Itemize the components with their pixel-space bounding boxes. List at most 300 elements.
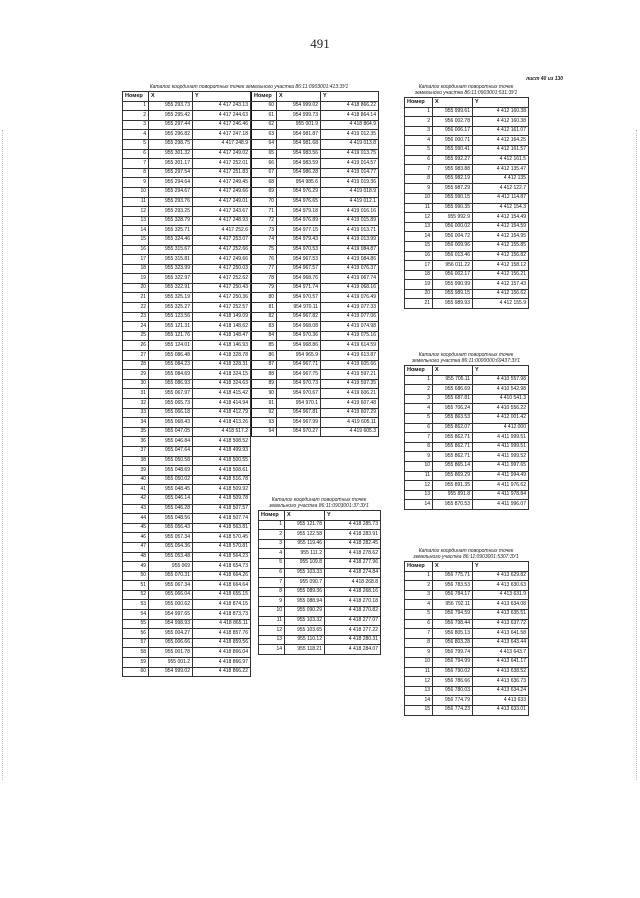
cell-x: 954 967.71 [277, 360, 321, 370]
table-row [123, 197, 251, 207]
table-row [252, 283, 379, 293]
cell-x: 954 986.28 [277, 168, 321, 178]
cell-x: 956 006.17 [433, 126, 473, 136]
cell-y: 4 413 637.72 [473, 619, 529, 629]
cell-x: 955 992.9 [433, 213, 473, 223]
cell-number: 2 [405, 385, 433, 395]
cell-y: 4 412 135 [473, 174, 529, 184]
cell-x: 955 983.88 [433, 165, 473, 175]
table-row [123, 562, 251, 572]
cell-x: 955 891.8 [433, 490, 473, 500]
cell-y: 4 418 654.73 [193, 562, 251, 572]
table-row [252, 331, 379, 341]
cell-number: 8 [405, 442, 433, 452]
table-row [123, 446, 251, 456]
cell-y: 4 418 274.84 [325, 568, 381, 578]
cell-number: 40 [123, 475, 149, 485]
cell-number: 22 [123, 303, 149, 313]
coordinate-catalog-37 [258, 497, 381, 655]
table-caption: земельного участка 86:11:0903001:5307:ЗУ1 [413, 554, 519, 560]
cell-x: 955 328.79 [149, 216, 193, 226]
cell-y: 4 413 643.7 [473, 648, 529, 658]
cell-y: 4 418 413.26 [193, 418, 251, 428]
cell-number: 17 [123, 255, 149, 265]
cell-y: 4 418 278.62 [325, 549, 381, 559]
table-row [123, 418, 251, 428]
cell-number: 35 [123, 427, 149, 437]
cell-y: 4 412 156.21 [473, 270, 529, 280]
cell-x: 954 970.53 [277, 245, 321, 255]
cell-y: 4 418 270.82 [325, 606, 381, 616]
cell-y: 4 419 084.87 [321, 245, 379, 255]
cell-x: 954 997.65 [149, 610, 193, 620]
column-header-x: X [277, 92, 321, 102]
cell-y: 4 411 978.84 [473, 490, 529, 500]
cell-x: 956 794.99 [433, 657, 473, 667]
cell-x: 954 999.02 [149, 667, 193, 677]
cell-x: 955 989.93 [433, 299, 473, 309]
table-row [405, 261, 529, 271]
cell-number: 1 [123, 101, 149, 111]
table-caption: земельного участка 86:11:0000000:69437:ЗУ1 [411, 358, 521, 364]
column-header-number: Номер [123, 92, 149, 102]
column-header-y: Y [325, 511, 381, 521]
table-row [123, 552, 251, 562]
cell-number: 67 [252, 168, 277, 178]
cell-y: 4 419 605.3 [321, 427, 379, 437]
table-row [123, 255, 251, 265]
table-row [123, 542, 251, 552]
table-row [259, 558, 381, 568]
table-row [123, 494, 251, 504]
cell-number: 17 [405, 261, 433, 271]
table-row [123, 533, 251, 543]
cell-number: 19 [123, 274, 149, 284]
cell-x: 955 067.97 [149, 389, 193, 399]
cell-y: 4 419 067.74 [321, 274, 379, 284]
cell-x: 955 315.81 [149, 255, 193, 265]
cell-number: 49 [123, 562, 149, 572]
cell-y: 4 418 570.45 [193, 533, 251, 543]
table-row [405, 404, 529, 414]
cell-y: 4 410 556.22 [473, 404, 529, 414]
cell-y: 4 417 251.83 [193, 168, 251, 178]
cell-number: 80 [252, 293, 277, 303]
table-row [252, 389, 379, 399]
cell-number: 47 [123, 542, 149, 552]
cell-y: 4 418 874.15 [193, 600, 251, 610]
cell-x: 956 798.44 [433, 619, 473, 629]
cell-number: 3 [405, 126, 433, 136]
cell-y: 4 419 607.29 [321, 408, 379, 418]
coordinate-table-right [251, 91, 379, 437]
cell-number: 44 [123, 514, 149, 524]
table-row [405, 609, 529, 619]
cell-number: 39 [123, 466, 149, 476]
column-header-y: Y [473, 98, 529, 108]
cell-y: 4 413 641.17 [473, 657, 529, 667]
cell-x: 954 985.6 [277, 178, 321, 188]
table-row [405, 174, 529, 184]
table-row [405, 423, 529, 433]
cell-number: 1 [405, 571, 433, 581]
table-row [252, 101, 379, 111]
table-header-row [259, 511, 381, 521]
cell-y: 4 418 508.61 [193, 466, 251, 476]
cell-number: 53 [123, 600, 149, 610]
cell-x: 955 862.71 [433, 442, 473, 452]
cell-number: 68 [252, 178, 277, 188]
cell-number: 52 [123, 590, 149, 600]
cell-number: 21 [123, 293, 149, 303]
cell-number: 81 [252, 303, 277, 313]
table-row [405, 145, 529, 155]
cell-x: 955 119.46 [285, 539, 325, 549]
table-row [252, 197, 379, 207]
cell-x: 955 089.36 [285, 587, 325, 597]
cell-x: 955 295.42 [149, 111, 193, 121]
cell-x: 954 977.15 [277, 226, 321, 236]
cell-y: 4 418 324.63 [193, 379, 251, 389]
table-row [123, 658, 251, 668]
cell-y: 4 418 508.52 [193, 437, 251, 447]
cell-x: 956 780.03 [433, 686, 473, 696]
cell-x: 956 002.78 [433, 117, 473, 127]
table-row [405, 251, 529, 261]
cell-number: 25 [123, 331, 149, 341]
table-row [123, 437, 251, 447]
cell-number: 3 [405, 590, 433, 600]
cell-y: 4 418 517.2 [193, 427, 251, 437]
table-row [123, 101, 251, 111]
sheet-label: лист 40 из 130 [526, 76, 564, 82]
cell-x: 955 324.46 [149, 235, 193, 245]
cell-y: 4 410 557.98 [473, 375, 529, 385]
cell-number: 61 [252, 111, 277, 121]
cell-x: 956 002.17 [433, 270, 473, 280]
cell-y: 4 418 283.91 [325, 530, 381, 540]
table-row [123, 207, 251, 217]
column-header-y: Y [193, 92, 251, 102]
cell-x: 955 990.15 [433, 193, 473, 203]
table-row [259, 606, 381, 616]
cell-y: 4 411 999.51 [473, 442, 529, 452]
table-row [123, 619, 251, 629]
cell-x: 955 322.97 [149, 274, 193, 284]
column-header-x: X [149, 92, 193, 102]
cell-y: 4 419 613.87 [321, 351, 379, 361]
cell-y: 4 418 664.64 [193, 581, 251, 591]
cell-number: 56 [123, 629, 149, 639]
cell-number: 72 [252, 216, 277, 226]
cell-x: 955 121.78 [285, 520, 325, 530]
cell-x: 956 004.72 [433, 232, 473, 242]
table-row [252, 149, 379, 159]
cell-x: 955 990.35 [433, 203, 473, 213]
cell-x: 955 067.34 [149, 581, 193, 591]
cell-y: 4 418 285.73 [325, 520, 381, 530]
cell-y: 4 412 114.87 [473, 193, 529, 203]
cell-number: 13 [405, 222, 433, 232]
cell-x: 955 069 [149, 562, 193, 572]
table-row [405, 155, 529, 165]
cell-number: 13 [405, 686, 433, 696]
cell-number: 66 [252, 159, 277, 169]
cell-number: 70 [252, 197, 277, 207]
cell-y: 4 412 122.7 [473, 184, 529, 194]
cell-x: 955 046.28 [149, 504, 193, 514]
cell-number: 45 [123, 523, 149, 533]
cell-y: 4 418 149.09 [193, 312, 251, 322]
cell-x: 954 967.99 [277, 418, 321, 428]
cell-y: 4 418 509.78 [193, 494, 251, 504]
cell-x: 955 066.04 [149, 590, 193, 600]
cell-number: 26 [123, 341, 149, 351]
column-header-x: X [433, 562, 473, 572]
cell-x: 955 084.69 [149, 370, 193, 380]
table-row [123, 322, 251, 332]
cell-x: 954 968.08 [277, 322, 321, 332]
cell-y: 4 412 001.42 [473, 413, 529, 423]
cell-number: 23 [123, 312, 149, 322]
table-row [259, 539, 381, 549]
table-row [252, 168, 379, 178]
table-row [123, 399, 251, 409]
table-row [259, 635, 381, 645]
cell-y: 4 418 270.18 [325, 597, 381, 607]
cell-x: 955 048.56 [149, 514, 193, 524]
table-header-row [405, 562, 529, 572]
cell-x: 955 992.27 [433, 155, 473, 165]
cell-y: 4 412 161.07 [473, 126, 529, 136]
cell-number: 12 [405, 481, 433, 491]
cell-y: 4 419 014.77 [321, 168, 379, 178]
table-row [123, 303, 251, 313]
cell-x: 955 870.53 [433, 500, 473, 510]
cell-x: 954 970.57 [277, 293, 321, 303]
cell-number: 13 [405, 490, 433, 500]
cell-y: 4 418 148.47 [193, 331, 251, 341]
table-row [259, 520, 381, 530]
table-row [123, 466, 251, 476]
cell-y: 4 418 866.22 [321, 101, 379, 111]
cell-number: 29 [123, 370, 149, 380]
table-row [123, 504, 251, 514]
cell-number: 57 [123, 638, 149, 648]
cell-y: 4 412 161.5 [473, 155, 529, 165]
cell-y: 4 411 996.07 [473, 500, 529, 510]
cell-x: 955 084.23 [149, 360, 193, 370]
cell-x: 954 967.75 [277, 370, 321, 380]
cell-y: 4 410 542.98 [473, 385, 529, 395]
cell-number: 12 [123, 207, 149, 217]
cell-x: 955 325.19 [149, 293, 193, 303]
cell-x: 954 998.93 [149, 619, 193, 629]
cell-number: 11 [405, 203, 433, 213]
table-row [405, 433, 529, 443]
coordinate-catalog-69437 [404, 352, 529, 510]
table-row [259, 597, 381, 607]
cell-y: 4 418 500.55 [193, 456, 251, 466]
cell-y: 4 418 412.79 [193, 408, 251, 418]
cell-x: 955 294.64 [149, 178, 193, 188]
cell-y: 4 412 155.9 [473, 299, 529, 309]
cell-number: 14 [405, 500, 433, 510]
cell-y: 4 411 976.62 [473, 481, 529, 491]
page-number: 491 [310, 36, 330, 51]
cell-y: 4 413 641.58 [473, 629, 529, 639]
table-row [252, 360, 379, 370]
cell-number: 2 [405, 117, 433, 127]
table-row [123, 235, 251, 245]
cell-x: 955 110.12 [285, 635, 325, 645]
cell-y: 4 419 018.9 [321, 187, 379, 197]
table-row [405, 289, 529, 299]
table-row [252, 399, 379, 409]
cell-x: 954 979.18 [277, 207, 321, 217]
cell-y: 4 417 249.66 [193, 255, 251, 265]
cell-y: 4 418 664.26 [193, 571, 251, 581]
cell-y: 4 411 997.65 [473, 461, 529, 471]
table-row [123, 245, 251, 255]
cell-number: 60 [123, 667, 149, 677]
cell-number: 10 [123, 187, 149, 197]
cell-y: 4 412 154.3 [473, 203, 529, 213]
cell-x: 954 967.81 [277, 408, 321, 418]
cell-x: 954 970.11 [277, 303, 321, 313]
table-row [252, 293, 379, 303]
cell-x: 955 293.73 [149, 101, 193, 111]
cell-x: 955 111.2 [285, 549, 325, 559]
table-row [405, 117, 529, 127]
cell-x: 955 006.66 [149, 638, 193, 648]
cell-y: 4 419 076.49 [321, 293, 379, 303]
cell-x: 955 103.33 [285, 568, 325, 578]
cell-x: 955 121.31 [149, 322, 193, 332]
cell-y: 4 412 155.85 [473, 241, 529, 251]
cell-number: 16 [405, 251, 433, 261]
cell-y: 4 417 252.57 [193, 303, 251, 313]
column-header-number: Номер [405, 562, 433, 572]
table-row [405, 413, 529, 423]
cell-x: 956 784.17 [433, 590, 473, 600]
table-row [252, 408, 379, 418]
coordinate-table [404, 561, 529, 716]
cell-x: 955 863.53 [433, 413, 473, 423]
cell-number: 15 [405, 705, 433, 715]
scan-edge-left [2, 130, 3, 780]
table-row [405, 299, 529, 309]
table-row [123, 514, 251, 524]
cell-y: 4 413 630.63 [473, 581, 529, 591]
table-row [123, 341, 251, 351]
cell-y: 4 419 597.35 [321, 379, 379, 389]
cell-number: 8 [259, 587, 285, 597]
cell-number: 20 [123, 283, 149, 293]
cell-y: 4 412 160.38 [473, 107, 529, 117]
cell-number: 75 [252, 245, 277, 255]
cell-number: 88 [252, 370, 277, 380]
column-header-number: Номер [405, 366, 433, 376]
cell-y: 4 413 638.52 [473, 667, 529, 677]
cell-x: 955 109.8 [285, 558, 325, 568]
table-row [123, 427, 251, 437]
cell-y: 4 418 499.93 [193, 446, 251, 456]
cell-number: 50 [123, 571, 149, 581]
cell-y: 4 418 268.16 [325, 587, 381, 597]
cell-number: 4 [405, 404, 433, 414]
cell-y: 4 413 643.44 [473, 638, 529, 648]
table-row [405, 500, 529, 510]
table-row [405, 461, 529, 471]
table-row [252, 111, 379, 121]
cell-y: 4 418 328.78 [193, 351, 251, 361]
column-header-number: Номер [252, 92, 277, 102]
cell-y: 4 418 507.57 [193, 504, 251, 514]
cell-y: 4 417 248.9 [193, 139, 251, 149]
cell-number: 85 [252, 341, 277, 351]
cell-number: 4 [123, 130, 149, 140]
table-row [405, 590, 529, 600]
cell-x: 955 122.58 [285, 530, 325, 540]
cell-x: 956 805.13 [433, 629, 473, 639]
table-row [123, 159, 251, 169]
cell-x: 956 774.79 [433, 696, 473, 706]
table-row [405, 241, 529, 251]
cell-y: 4 417 250.43 [193, 283, 251, 293]
cell-x: 955 301.17 [149, 159, 193, 169]
cell-y: 4 419 068.16 [321, 283, 379, 293]
cell-x: 956 009.96 [433, 241, 473, 251]
cell-y: 4 417 249.66 [193, 187, 251, 197]
cell-x: 954 976.89 [277, 216, 321, 226]
table-row [123, 475, 251, 485]
cell-number: 7 [405, 165, 433, 175]
cell-x: 954 976.29 [277, 187, 321, 197]
cell-number: 3 [405, 394, 433, 404]
cell-y: 4 418 516.78 [193, 475, 251, 485]
cell-number: 12 [405, 213, 433, 223]
cell-number: 7 [259, 578, 285, 588]
cell-x: 955 323.99 [149, 264, 193, 274]
cell-x: 955 046.14 [149, 494, 193, 504]
coordinate-table [404, 97, 529, 309]
cell-number: 6 [123, 149, 149, 159]
cell-number: 33 [123, 408, 149, 418]
cell-number: 43 [123, 504, 149, 514]
cell-number: 10 [405, 657, 433, 667]
cell-y: 4 418 509.92 [193, 485, 251, 495]
table-row [252, 322, 379, 332]
table-row [252, 139, 379, 149]
cell-x: 954 968.86 [277, 341, 321, 351]
coordinate-catalog-5307 [404, 548, 529, 716]
cell-x: 956 786.66 [433, 677, 473, 687]
cell-y: 4 418 282.45 [325, 539, 381, 549]
cell-x: 956 013.46 [433, 251, 473, 261]
table-header-row [405, 98, 529, 108]
cell-y: 4 413 629.82 [473, 571, 529, 581]
table-row [123, 571, 251, 581]
table-row [405, 619, 529, 629]
table-row [259, 616, 381, 626]
cell-number: 9 [405, 184, 433, 194]
table-row [405, 165, 529, 175]
cell-number: 76 [252, 255, 277, 265]
cell-number: 14 [259, 645, 285, 655]
table-row [123, 638, 251, 648]
table-row [123, 648, 251, 658]
